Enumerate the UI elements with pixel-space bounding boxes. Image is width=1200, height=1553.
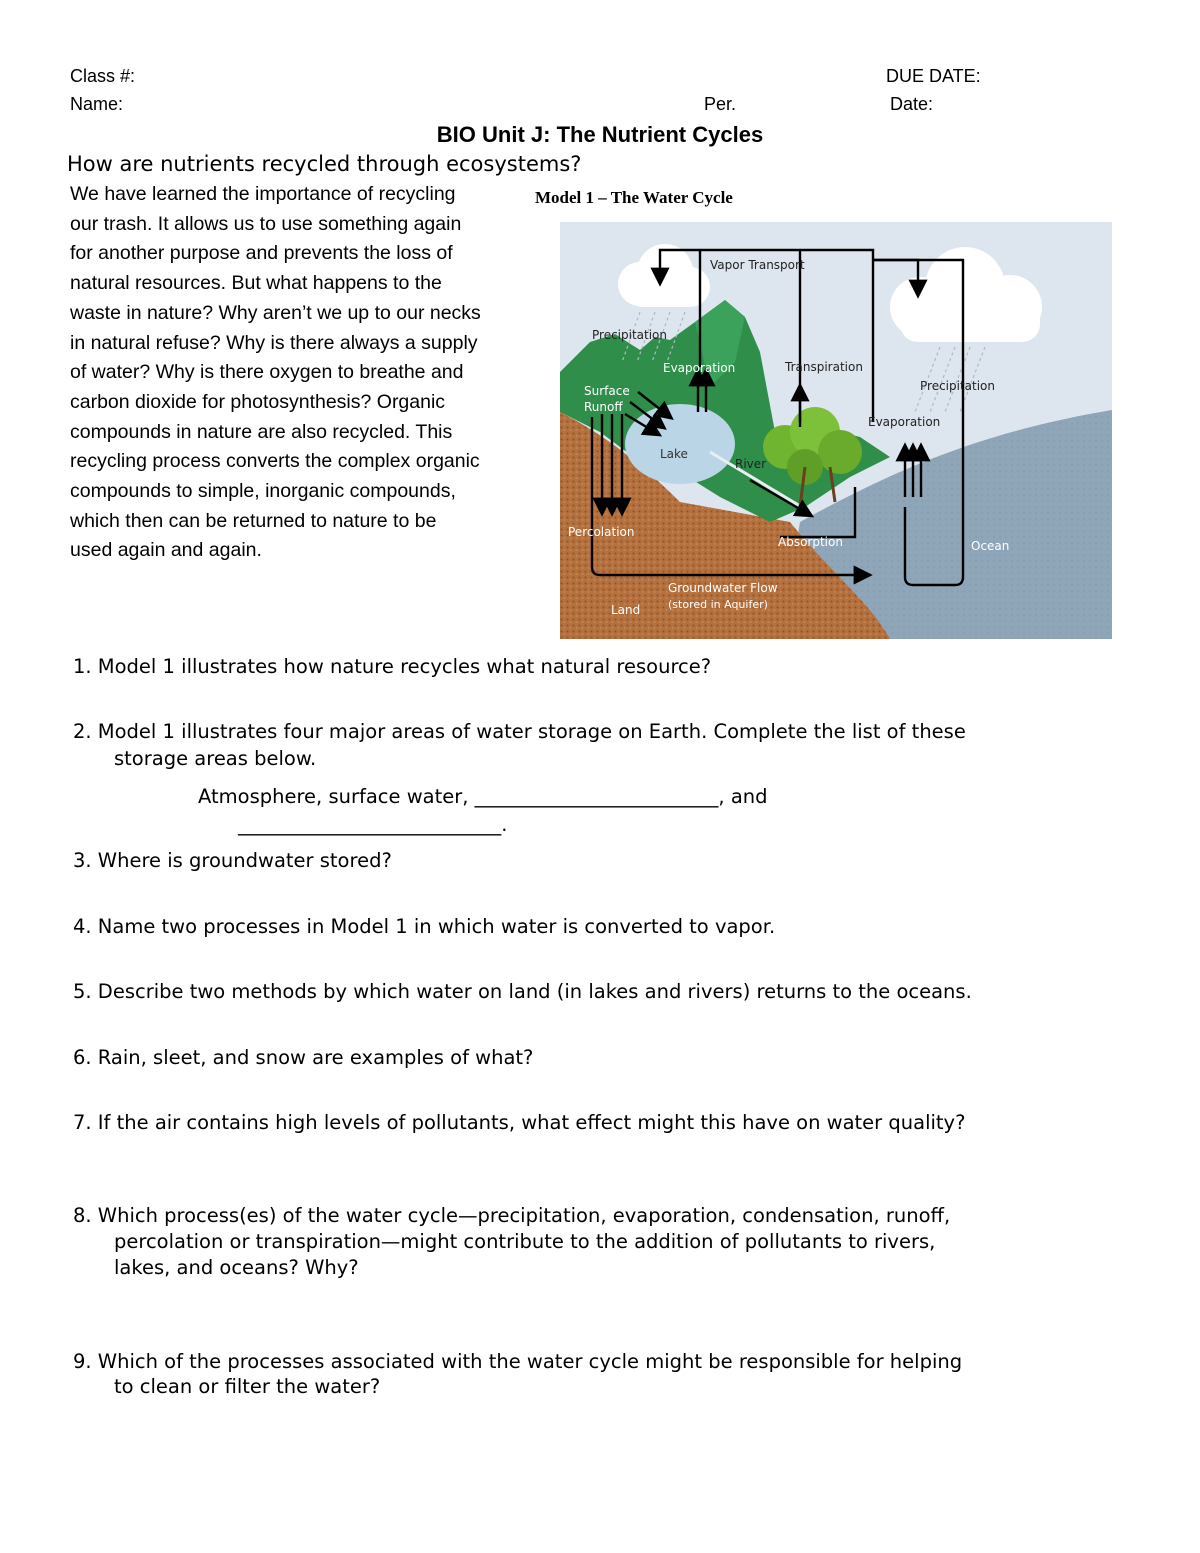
intro-line: compounds to simple, inorganic compounds, bbox=[70, 480, 456, 503]
question-2-continued: storage areas below. bbox=[114, 747, 317, 770]
label-river: River bbox=[735, 457, 767, 471]
label-precipitation-left: Precipitation bbox=[592, 328, 668, 342]
label-transpiration: Transpiration bbox=[785, 360, 863, 374]
due-date-label: DUE DATE: bbox=[886, 66, 981, 86]
question-8-continued-1: percolation or transpiration—might contribute to the addition of pollutants to rivers, bbox=[114, 1230, 936, 1253]
label-evaporation-ocean: Evaporation bbox=[868, 415, 941, 429]
label-evaporation-mountain: Evaporation bbox=[663, 361, 736, 375]
model-title: Model 1 – The Water Cycle bbox=[535, 188, 733, 207]
intro-line: our trash. It allows us to use something again bbox=[70, 212, 462, 235]
label-land: Land bbox=[611, 603, 641, 617]
label-groundwater-2: (stored in Aquifer) bbox=[668, 598, 768, 611]
question-7: 7. If the air contains high levels of pollutants, what effect might this have on water quality? bbox=[73, 1111, 966, 1134]
question-2-fill-line-1: Atmosphere, surface water, _________________________, and bbox=[198, 785, 768, 808]
question-8-continued-2: lakes, and oceans? Why? bbox=[114, 1256, 359, 1279]
question-6: 6. Rain, sleet, and snow are examples of what? bbox=[73, 1046, 534, 1069]
label-vapor-transport: Vapor Transport bbox=[710, 258, 805, 272]
intro-line: waste in nature? Why aren’t we up to our necks bbox=[70, 301, 481, 324]
label-surface-runoff-1: Surface bbox=[584, 384, 630, 398]
intro-line: for another purpose and prevents the loss of bbox=[70, 242, 453, 265]
question-8: 8. Which process(es) of the water cycle—precipitation, evaporation, condensation, runoff, bbox=[73, 1204, 951, 1227]
intro-paragraph bbox=[70, 180, 520, 566]
question-2: 2. Model 1 illustrates four major areas of water storage on Earth. Complete the list of these bbox=[73, 720, 966, 743]
label-groundwater-1: Groundwater Flow bbox=[668, 581, 778, 595]
class-label: Class #: bbox=[70, 66, 136, 86]
question-2-fill-line-2: ___________________________. bbox=[238, 813, 508, 836]
date-label: Date: bbox=[890, 94, 934, 114]
label-absorption: Absorption bbox=[778, 535, 843, 549]
intro-line: in natural refuse? Why is there always a supply bbox=[70, 331, 478, 354]
label-surface-runoff-2: Runoff bbox=[584, 400, 623, 414]
question-4: 4. Name two processes in Model 1 in which water is converted to vapor. bbox=[73, 915, 776, 938]
label-ocean: Ocean bbox=[971, 539, 1010, 553]
lake-shape bbox=[625, 404, 735, 484]
page-title: BIO Unit J: The Nutrient Cycles bbox=[436, 122, 764, 147]
label-precipitation-right: Precipitation bbox=[920, 379, 996, 393]
name-label: Name: bbox=[70, 94, 124, 114]
page-subtitle: How are nutrients recycled through ecosystems? bbox=[67, 152, 582, 176]
intro-line: natural resources. But what happens to the bbox=[70, 272, 442, 295]
question-9-continued: to clean or filter the water? bbox=[114, 1375, 381, 1398]
question-9: 9. Which of the processes associated with the water cycle might be responsible for helping bbox=[73, 1350, 963, 1373]
label-lake: Lake bbox=[660, 447, 688, 461]
intro-line: compounds in nature are also recycled. This bbox=[70, 420, 453, 443]
intro-line: used again and again. bbox=[70, 539, 262, 562]
intro-line: of water? Why is there oxygen to breathe and bbox=[70, 361, 464, 384]
intro-line: recycling process converts the complex organic bbox=[70, 450, 480, 473]
question-3: 3. Where is groundwater stored? bbox=[73, 849, 392, 872]
intro-line: which then can be returned to nature to be bbox=[70, 509, 437, 532]
intro-line: carbon dioxide for photosynthesis? Organic bbox=[70, 390, 446, 413]
label-percolation: Percolation bbox=[568, 525, 635, 539]
question-1: 1. Model 1 illustrates how nature recycles what natural resource? bbox=[73, 655, 712, 678]
period-label: Per. bbox=[704, 94, 737, 114]
water-cycle-diagram bbox=[560, 222, 1112, 639]
intro-line: We have learned the importance of recycling bbox=[70, 183, 456, 205]
question-5: 5. Describe two methods by which water on land (in lakes and rivers) returns to the oceans. bbox=[73, 980, 972, 1003]
